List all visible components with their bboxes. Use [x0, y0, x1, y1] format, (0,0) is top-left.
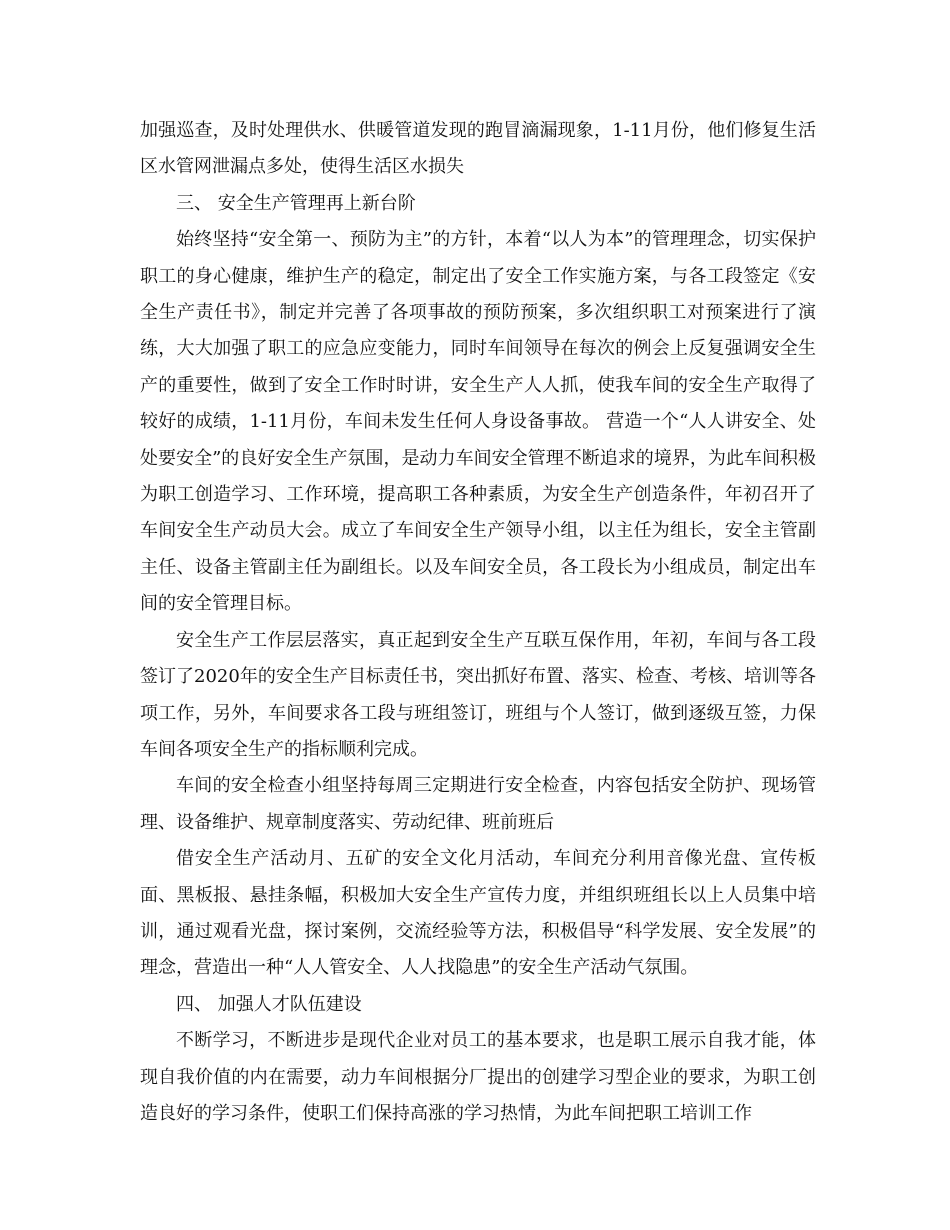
paragraph-publicity: 借安全生产活动月、五矿的安全文化月活动，车间充分利用音像光盘、宣传板面、黑板报、悬挂条幅，积极加大安全生产宣传力度，并组织班组长以上人员集中培训，通过观看光盘，探讨案例，交流经验等方法，积极倡导“科学发展、安全发展”的理念，营造出一种“人人管安全、人人找隐患”的安全生产活动气氛围。: [140, 848, 816, 979]
section-heading-talent: 四、 加强人才队伍建设: [176, 993, 362, 1015]
paragraph-continuation: 加强巡查，及时处理供水、供暖管道发现的跑冒滴漏现象，1-11月份，他们修复生活区水管网泄漏点多处，使得生活区水损失: [140, 120, 816, 178]
paragraph-safety-policy: 始终坚持“安全第一、预防为主”的方针，本着“以人为本”的管理理念，切实保护职工的身心健康，维护生产的稳定，制定出了安全工作实施方案，与各工段签定《安全生产责任书》，制定并完善了各项事故的预防预案，多次组织职工对预案进行了演练，大大加强了职工的应急应变能力，同时车间领导在每次的例会上反复强调安全生产的重要性，做到了安全工作时时讲，安全生产人人抓，使我车间的安全生产取得了较好的成绩，1-11月份，车间未发生任何人身设备事故。 营造一个“人人讲安全、处处要安全”的良好安全生产氛围，是动力车间安全管理不断追求的境界，为此车间积极为职工创造学习、工作环境，提高职工各种素质，为安全生产创造条件，年初召开了车间安全生产动员大会。成立了车间安全生产领导小组，以主任为组长，安全主管副主任、设备主管副主任为副组长。以及车间安全员，各工段长为小组成员，制定出车间的安全管理目标。: [140, 229, 816, 615]
paragraph-learning: 不断学习，不断进步是现代企业对员工的基本要求，也是职工展示自我才能，体现自我价值的内在需要，动力车间根据分厂提出的创建学习型企业的要求，为职工创造良好的学习条件，使职工们保持高涨的学习热情，为此车间把职工培训工作: [140, 1030, 816, 1124]
paragraph-inspection: 车间的安全检查小组坚持每周三定期进行安全检查，内容包括安全防护、现场管理、设备维护、规章制度落实、劳动纪律、班前班后: [140, 775, 816, 833]
document-body: [140, 113, 816, 1132]
section-heading-safety: 三、 安全生产管理再上新台阶: [176, 192, 416, 214]
paragraph-responsibility: 安全生产工作层层落实，真正起到安全生产互联互保作用，年初，车间与各工段签订了2020年的安全生产目标责任书，突出抓好布置、落实、检查、考核、培训等各项工作，另外，车间要求各工段与班组签订，班组与个人签订，做到逐级互签，力保车间各项安全生产的指标顺利完成。: [140, 629, 816, 760]
